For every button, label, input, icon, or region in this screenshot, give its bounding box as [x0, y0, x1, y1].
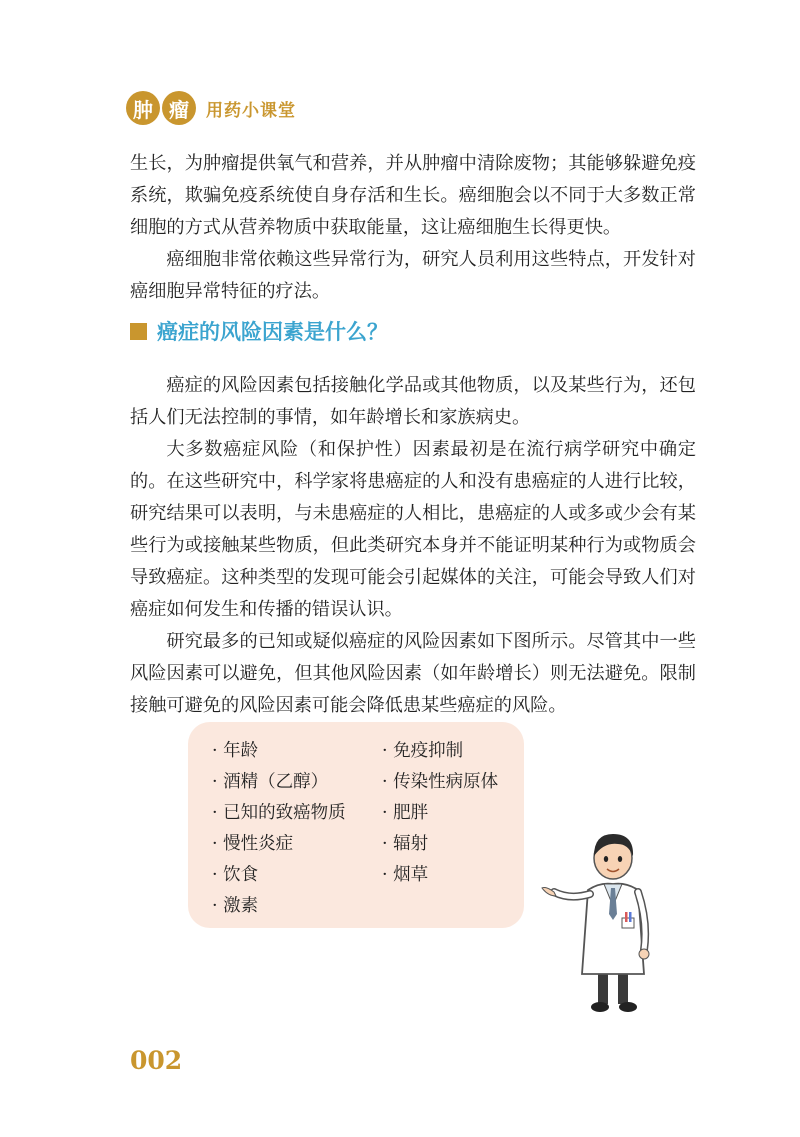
doctor-left-shoe — [591, 1002, 609, 1012]
section-paragraph-2: 大多数癌症风险（和保护性）因素最初是在流行病学研究中确定的。在这些研究中，科学家将患癌症的人和没有患癌症的人进行比较，研究结果可以表明，与未患癌症的人相比，患癌症的人或多或少会有某些行为或接触某些物质，但此类研究本身并不能证明某种行为或物质会导致癌症。这种类型的发现可能会引起媒体的关注，可能会导致人们对癌症如何发生和传播的错误认识。 — [130, 439, 696, 620]
risk-factor-box — [188, 722, 524, 928]
header-subtitle: 用药小课堂 — [206, 100, 296, 121]
doctor-pen-blue — [629, 912, 632, 922]
page-number: 002 — [130, 1046, 183, 1075]
list-item: · 激素 — [212, 896, 259, 916]
list-item: · 辐射 — [382, 834, 429, 854]
list-item: · 酒精（乙醇） — [212, 772, 329, 792]
doctor-right-hand — [639, 949, 649, 959]
doctor-pen-red — [625, 912, 628, 922]
doctor-illustration — [540, 826, 670, 1016]
body-paragraph-1: 生长，为肿瘤提供氧气和营养，并从肿瘤中清除废物；其能够躲避免疫系统，欺骗免疫系统使自身存活和生长。癌细胞会以不同于大多数正常细胞的方式从营养物质中获取能量，这让癌细胞生长得更快。 — [130, 153, 696, 238]
risk-factor-right-column — [382, 736, 498, 891]
section-title: 癌症的风险因素是什么？ — [157, 320, 388, 344]
section-paragraph-1: 癌症的风险因素包括接触化学品或其他物质，以及某些行为，还包括人们无法控制的事情，如年龄增长和家族病史。 — [130, 375, 696, 428]
section-square-icon — [130, 323, 147, 340]
doctor-left-eye — [604, 856, 608, 862]
list-item: · 烟草 — [382, 865, 429, 885]
list-item: · 慢性炎症 — [212, 834, 294, 854]
header-badge-1: 肿 — [126, 91, 160, 125]
doctor-right-shoe — [619, 1002, 637, 1012]
list-item: · 已知的致癌物质 — [212, 803, 346, 823]
list-item: · 传染性病原体 — [382, 772, 499, 792]
list-item: · 年龄 — [212, 741, 259, 761]
list-item: · 肥胖 — [382, 803, 429, 823]
body-paragraph-2: 癌细胞非常依赖这些异常行为，研究人员利用这些特点，开发针对癌细胞异常特征的疗法。 — [130, 249, 696, 302]
running-header — [126, 88, 296, 128]
section-paragraph-3: 研究最多的已知或疑似癌症的风险因素如下图所示。尽管其中一些风险因素可以避免，但其他风险因素（如年龄增长）则无法避免。限制接触可避免的风险因素可能会降低患某些癌症的风险。 — [130, 631, 696, 716]
doctor-right-eye — [618, 856, 622, 862]
section-heading — [130, 316, 388, 346]
list-item: · 免疫抑制 — [382, 741, 464, 761]
header-badge-2: 瘤 — [162, 91, 196, 125]
list-item: · 饮食 — [212, 865, 259, 885]
risk-factor-left-column — [212, 736, 346, 922]
